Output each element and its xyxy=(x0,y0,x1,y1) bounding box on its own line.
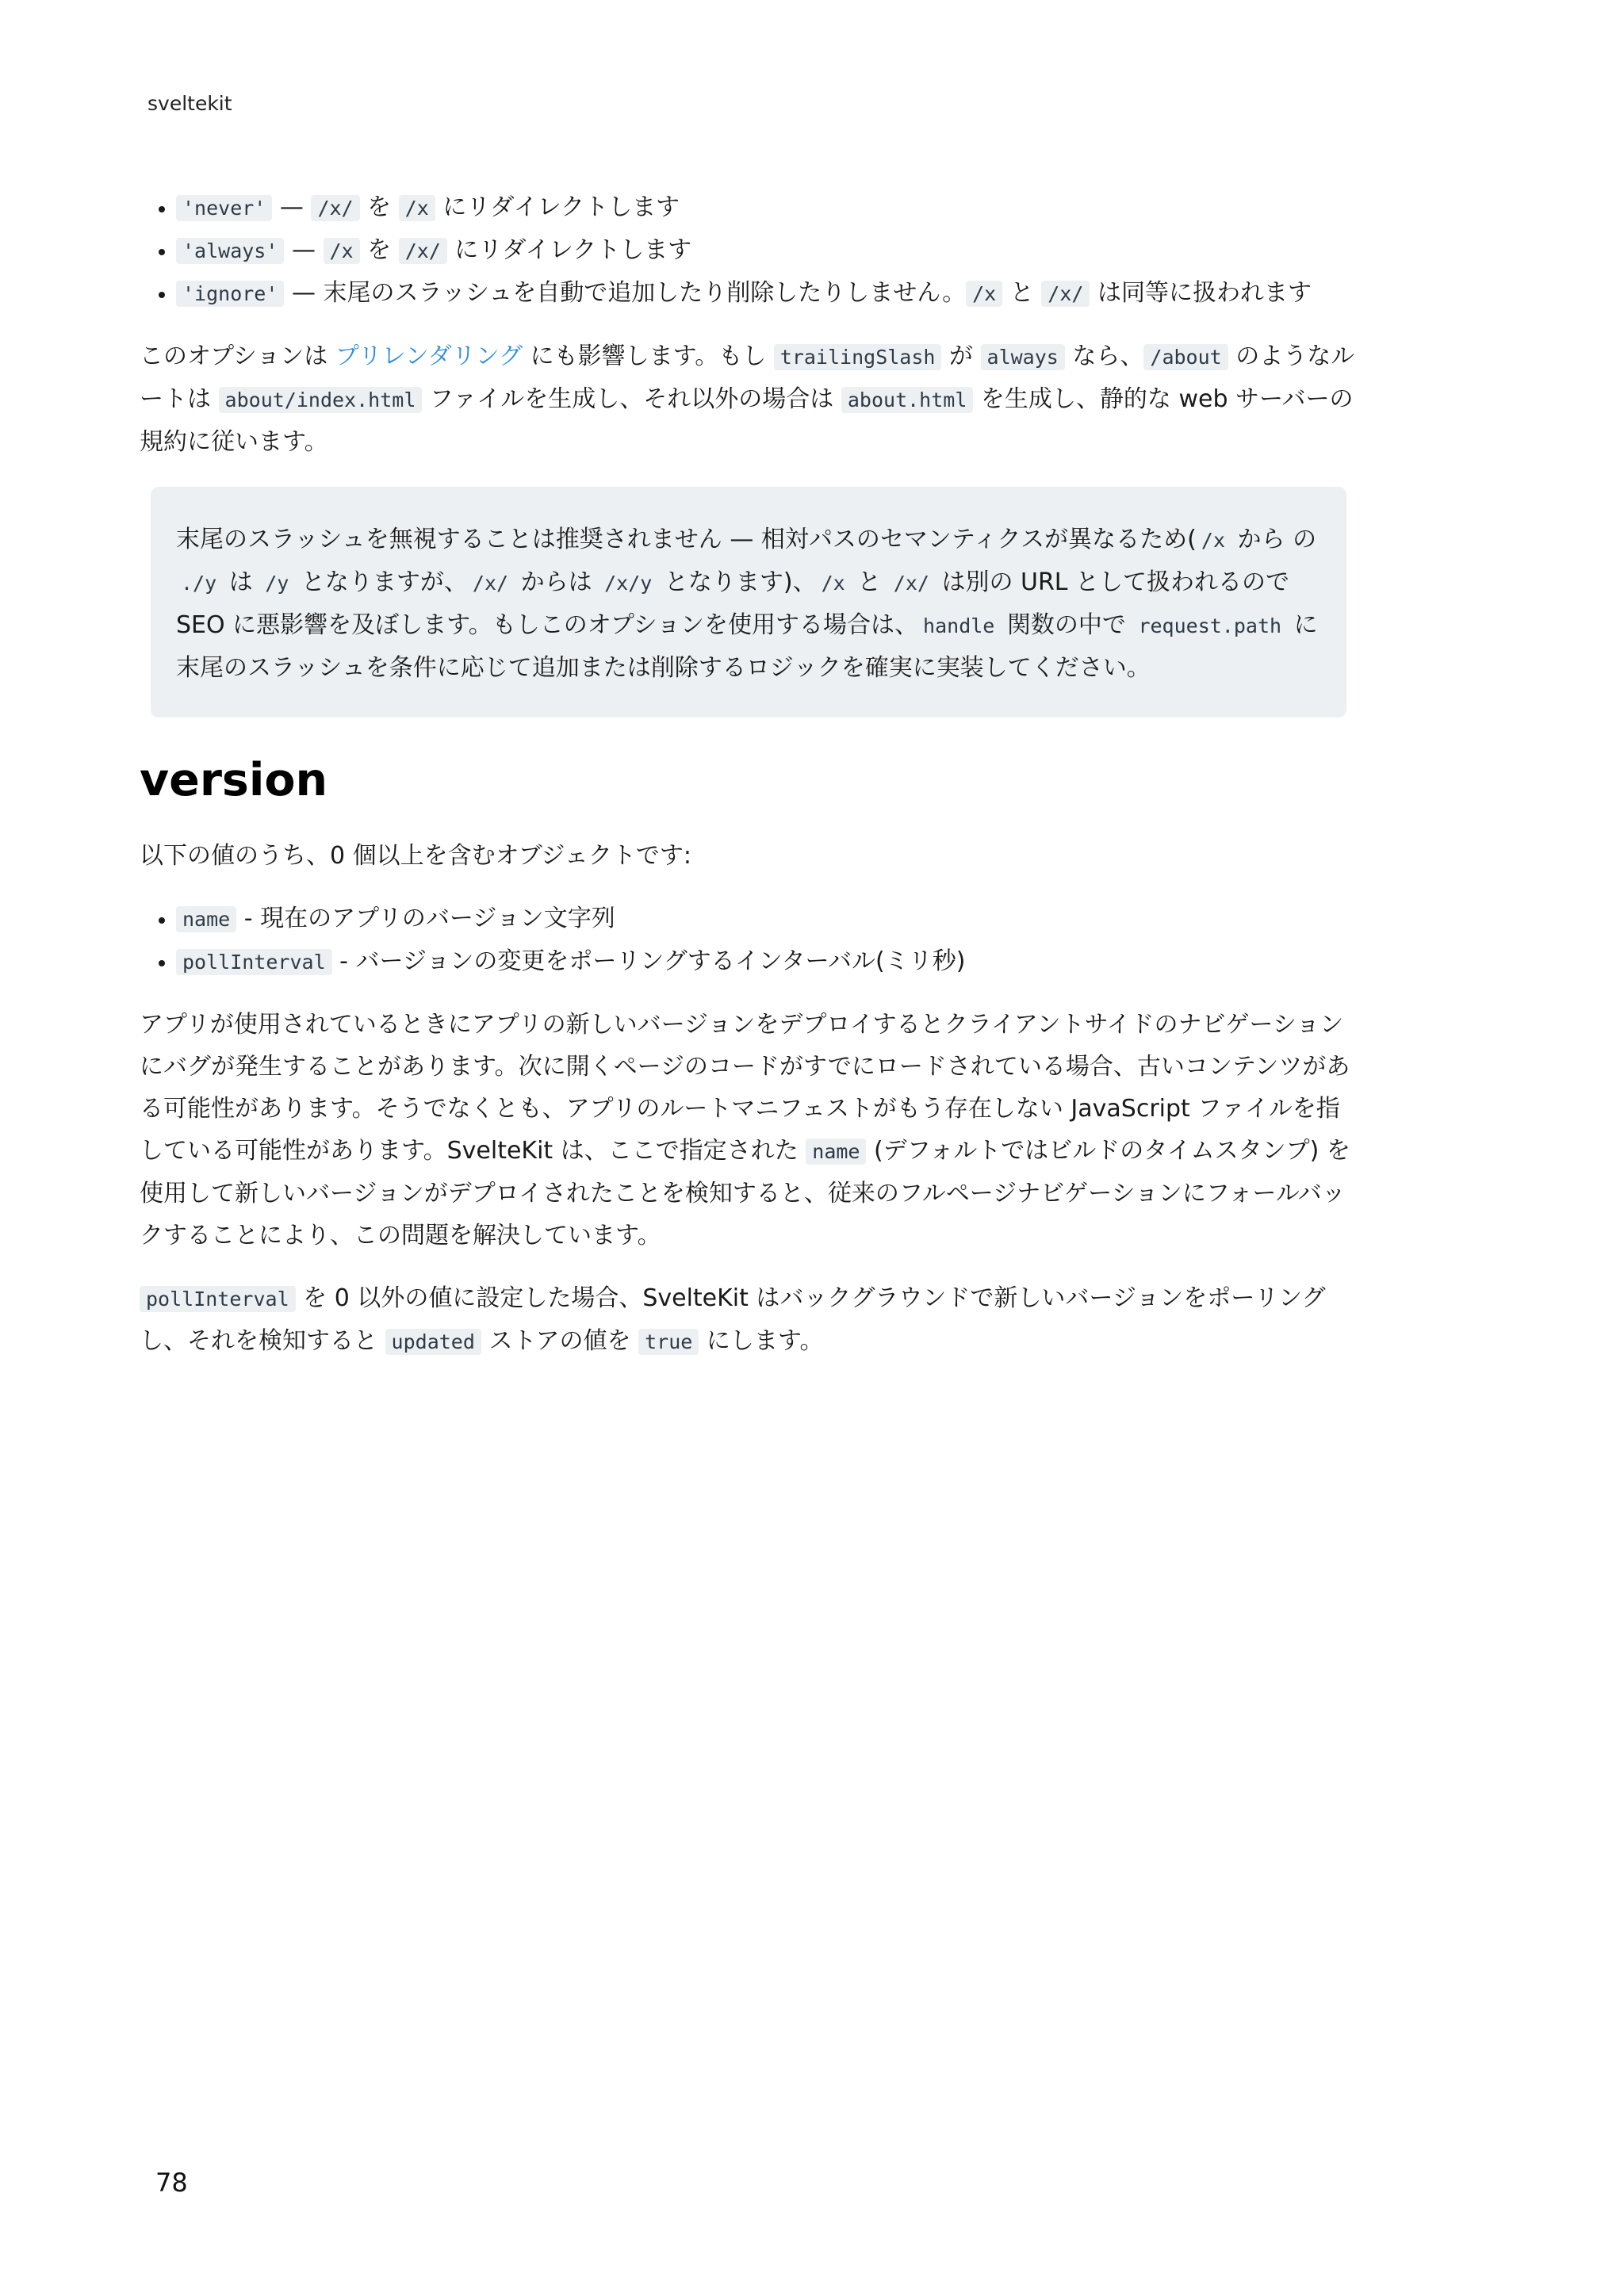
inline-code: pollInterval xyxy=(140,1286,296,1312)
inline-code: true xyxy=(638,1329,699,1355)
list-item xyxy=(176,940,1358,983)
running-header: sveltekit xyxy=(147,92,232,115)
text-span: は xyxy=(221,568,261,596)
section-heading-version: version xyxy=(140,754,328,806)
inline-code: /x/y xyxy=(604,572,653,595)
page-number: 78 xyxy=(155,2168,188,2198)
text-span: 末尾のスラッシュを無視することは推奨されません — 相対パスのセマンティクスが異なるため( xyxy=(176,526,1197,553)
text-span: 関数の中で xyxy=(999,611,1134,639)
inline-code: /x/ xyxy=(1041,281,1090,307)
inline-code: ./y xyxy=(181,572,217,595)
list-item xyxy=(176,229,1358,272)
note-callout xyxy=(151,487,1346,718)
text-span: (デフォルトではビルドのタイムスタンプ) を使用して新しいバージョンがデプロイされたことを検知すると、従来のフルページナビゲーションにフォールバックすることにより、この問題を解決しています。 xyxy=(140,1137,1350,1249)
text-span: にします。 xyxy=(699,1327,824,1355)
inline-code: 'ignore' xyxy=(176,281,284,307)
inline-code: trailingSlash xyxy=(774,344,942,370)
inline-code: about.html xyxy=(841,387,974,413)
text-span: — 末尾のスラッシュを自動で追加したり削除したりしません。 xyxy=(284,279,967,307)
prerender-paragraph xyxy=(140,335,1358,463)
text-span: このオプションは xyxy=(140,342,335,370)
list-item xyxy=(176,272,1358,315)
inline-code: /x xyxy=(966,281,1002,307)
list-item xyxy=(176,897,1358,940)
text-span: を xyxy=(359,236,399,264)
inline-code: /x/ xyxy=(472,572,509,595)
text-span: と xyxy=(849,568,889,596)
text-span: にも影響します。もし xyxy=(523,342,774,370)
text-span: - バージョンの変更をポーリングするインターバル(ミリ秒) xyxy=(331,947,966,975)
inline-code: /y xyxy=(265,572,289,595)
inline-code: updated xyxy=(385,1329,481,1355)
list-item xyxy=(176,186,1358,229)
text-span: にリダイレクトします xyxy=(446,236,692,264)
text-span: — xyxy=(284,236,324,264)
version-explanation-paragraph xyxy=(140,1004,1358,1257)
inline-code: request.path xyxy=(1138,614,1282,637)
text-span: を 0 以外の値に設定した場合、SvelteKit はバックグラウンドで新しいバージョンをポーリングし、それを検知すると xyxy=(140,1284,1326,1355)
text-span: のようなルートは xyxy=(140,342,1355,413)
inline-code: pollInterval xyxy=(176,949,332,975)
text-span: となりますが、 xyxy=(293,568,468,596)
text-span: が xyxy=(941,342,981,370)
inline-code: /x xyxy=(399,195,435,221)
text-span: を生成し、静的な web サーバーの規約に従います。 xyxy=(140,385,1354,456)
inline-code: 'always' xyxy=(176,238,284,264)
text-span: ストアの値を xyxy=(481,1327,639,1355)
inline-code: 'never' xyxy=(176,195,272,221)
text-span: となります)、 xyxy=(657,568,817,596)
prerendering-link[interactable]: プリレンダリング xyxy=(335,342,523,370)
text-span: を xyxy=(359,193,399,221)
text-span: から の xyxy=(1230,526,1317,553)
text-span: なら、 xyxy=(1064,342,1144,370)
page-content xyxy=(140,186,1358,1363)
inline-code: always xyxy=(981,344,1065,370)
text-span: に末尾のスラッシュを条件に応じて追加または削除するロジックを確実に実装してください。 xyxy=(176,611,1318,682)
text-span: アプリが使用されているときにアプリの新しいバージョンをデプロイするとクライアントサイドのナビゲーションにバグが発生することがあります。次に開くページのコードがすでにロードされている場合、古いコンテンツがある可能性があります。そうでなくとも、アプリのルートマニフェストがもう存在しない JavaScript ファイルを指している可能性があります。SvelteKit は、ここで指定された xyxy=(140,1011,1350,1165)
inline-code: /x/ xyxy=(893,572,929,595)
text-span: と xyxy=(1002,279,1042,307)
text-span: からは xyxy=(513,568,600,596)
inline-code: /x/ xyxy=(399,238,447,264)
text-span: - 現在のアプリのバージョン文字列 xyxy=(236,905,615,932)
inline-code: name xyxy=(176,906,236,932)
trailing-slash-options-list xyxy=(140,186,1358,315)
inline-code: /x xyxy=(821,572,845,595)
inline-code: /x xyxy=(1201,529,1225,552)
version-intro: 以下の値のうち、0 個以上を含むオブジェクトです: xyxy=(140,842,692,870)
text-span: にリダイレクトします xyxy=(435,193,680,221)
inline-code: /x/ xyxy=(311,195,359,221)
text-span: ファイルを生成し、それ以外の場合は xyxy=(422,385,841,413)
text-span: は別の URL として扱われるので SEO に悪影響を及ぼします。もしこのオプションを使用する場合は、 xyxy=(176,568,1290,639)
poll-interval-paragraph xyxy=(140,1277,1358,1363)
version-options-list xyxy=(140,897,1358,983)
inline-code: /x xyxy=(324,238,360,264)
inline-code: handle xyxy=(923,614,995,637)
text-span: — xyxy=(272,193,312,221)
inline-code: about/index.html xyxy=(219,387,423,413)
text-span: は同等に扱われます xyxy=(1090,279,1312,307)
inline-code: name xyxy=(806,1138,866,1165)
inline-code: /about xyxy=(1143,344,1228,370)
